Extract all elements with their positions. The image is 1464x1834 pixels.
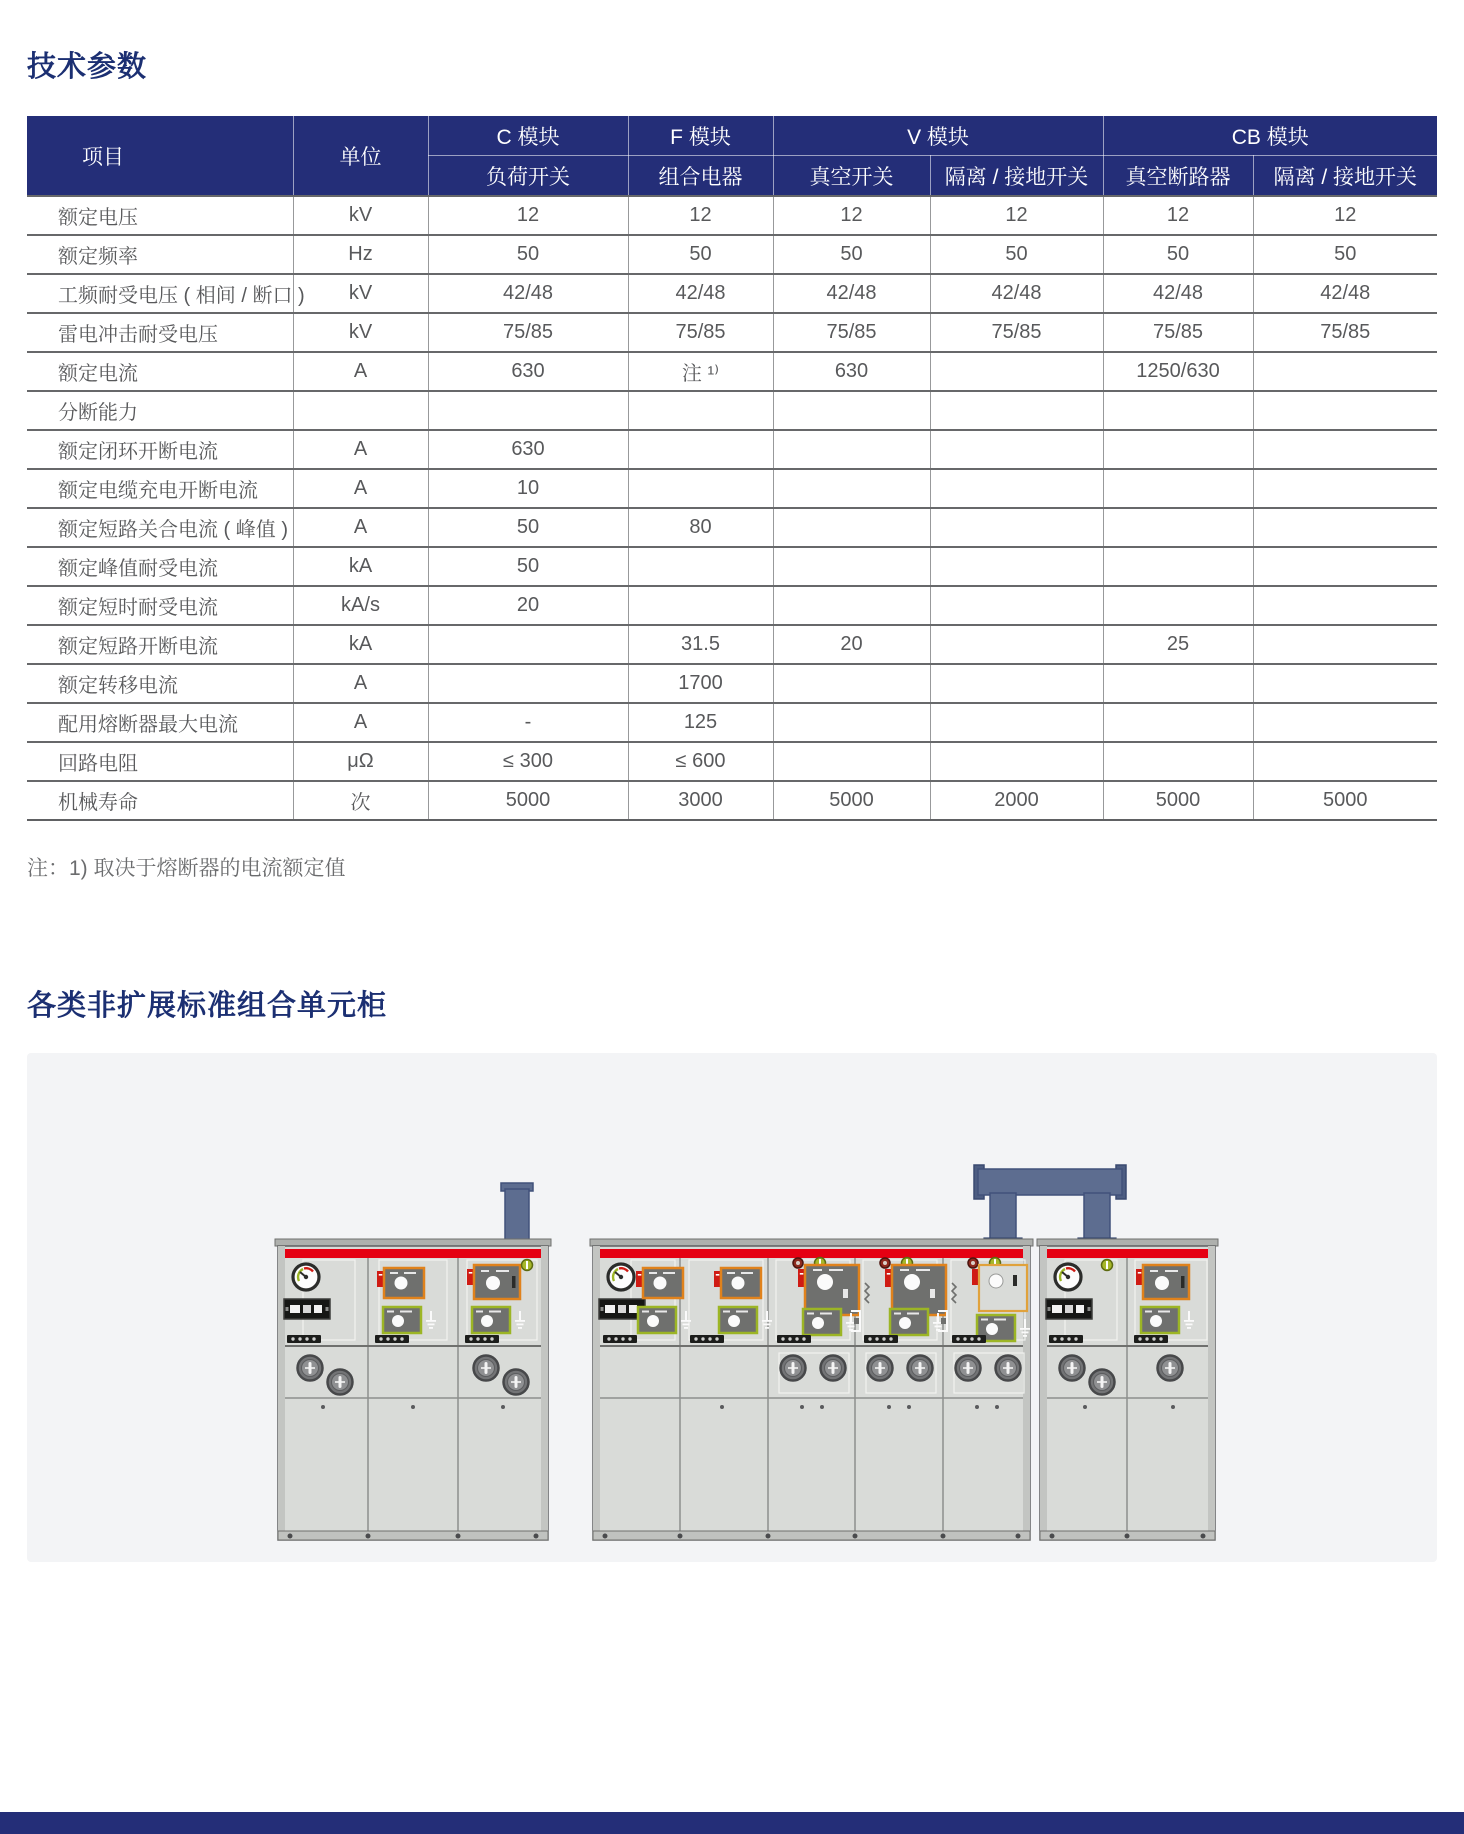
spec-value-cell [773, 508, 930, 547]
spec-value-cell [1253, 547, 1437, 586]
spec-value-cell [1253, 703, 1437, 742]
spec-unit-cell: A [293, 430, 428, 469]
col-group-c-module: C 模块 [428, 116, 628, 156]
spec-value-cell: 75/85 [628, 313, 773, 352]
spec-value-cell [1253, 430, 1437, 469]
spec-value-cell: 50 [428, 235, 628, 274]
subcol-cb-isolating-earthing: 隔离 / 接地开关 [1253, 156, 1437, 197]
spec-value-cell: 42/48 [428, 274, 628, 313]
page-footer-bar [0, 1812, 1464, 1834]
page-title: 技术参数 [27, 51, 148, 83]
spec-item-cell: 额定频率 [27, 235, 293, 274]
spec-item-cell: 额定短时耐受电流 [27, 586, 293, 625]
spec-row [27, 547, 1437, 586]
spec-value-cell: 5000 [773, 781, 930, 820]
spec-value-cell: 12 [930, 196, 1103, 235]
spec-value-cell: - [428, 703, 628, 742]
spec-value-cell: 42/48 [1253, 274, 1437, 313]
spec-value-cell: 12 [1103, 196, 1253, 235]
spec-value-cell [1253, 664, 1437, 703]
spec-row [27, 625, 1437, 664]
spec-row [27, 196, 1437, 235]
footnote: 注：1) 取决于熔断器的电流额定值 [27, 857, 346, 880]
spec-unit-cell: μΩ [293, 742, 428, 781]
spec-value-cell: 42/48 [1103, 274, 1253, 313]
busbar-bridge-icon [974, 1165, 1126, 1247]
spec-item-cell: 机械寿命 [27, 781, 293, 820]
spec-value-cell: 75/85 [1253, 313, 1437, 352]
section-title-cabinets: 各类非扩展标准组合单元柜 [27, 990, 388, 1022]
spec-item-cell: 额定转移电流 [27, 664, 293, 703]
spec-value-cell [773, 391, 930, 430]
spec-value-cell: 75/85 [930, 313, 1103, 352]
spec-value-cell: 3000 [628, 781, 773, 820]
spec-item-cell: 额定闭环开断电流 [27, 430, 293, 469]
cabinet-illustration-panel [27, 1053, 1437, 1562]
spec-value-cell [930, 586, 1103, 625]
subcol-vacuum-switch: 真空开关 [773, 156, 930, 197]
spec-unit-cell: 次 [293, 781, 428, 820]
col-group-v-module: V 模块 [773, 116, 1103, 156]
spec-value-cell [930, 430, 1103, 469]
spec-value-cell: 80 [628, 508, 773, 547]
spec-value-cell [1103, 703, 1253, 742]
spec-value-cell: 42/48 [628, 274, 773, 313]
spec-value-cell: ≤ 300 [428, 742, 628, 781]
spec-item-cell: 雷电冲击耐受电压 [27, 313, 293, 352]
spec-value-cell: 630 [428, 352, 628, 391]
switchgear-illustration [27, 1053, 1437, 1562]
spec-value-cell [1103, 469, 1253, 508]
spec-value-cell: 2000 [930, 781, 1103, 820]
spec-item-cell: 额定峰值耐受电流 [27, 547, 293, 586]
spec-unit-cell: kA [293, 547, 428, 586]
spec-value-cell [1253, 469, 1437, 508]
spec-row [27, 508, 1437, 547]
spec-value-cell: 50 [628, 235, 773, 274]
spec-value-cell [930, 742, 1103, 781]
spec-row [27, 391, 1437, 430]
spec-unit-cell [293, 391, 428, 430]
spec-value-cell: 50 [1103, 235, 1253, 274]
spec-unit-cell: A [293, 469, 428, 508]
spec-value-cell [930, 664, 1103, 703]
spec-unit-cell: kA [293, 625, 428, 664]
spec-value-cell: 1250/630 [1103, 352, 1253, 391]
spec-item-cell: 额定电缆充电开断电流 [27, 469, 293, 508]
spec-value-cell [1253, 742, 1437, 781]
spec-value-cell [1103, 664, 1253, 703]
spec-value-cell [428, 625, 628, 664]
spec-value-cell [1103, 430, 1253, 469]
spec-row [27, 781, 1437, 820]
spec-value-cell [628, 391, 773, 430]
spec-value-cell [628, 469, 773, 508]
spec-value-cell: 50 [773, 235, 930, 274]
spec-value-cell: 25 [1103, 625, 1253, 664]
spec-value-cell: 12 [428, 196, 628, 235]
spec-value-cell [773, 469, 930, 508]
spec-item-cell: 额定短路关合电流 ( 峰值 ) [27, 508, 293, 547]
spec-item-cell: 回路电阻 [27, 742, 293, 781]
spec-item-cell: 配用熔断器最大电流 [27, 703, 293, 742]
vent-pipe-icon [501, 1183, 533, 1247]
spec-item-cell: 额定短路开断电流 [27, 625, 293, 664]
spec-unit-cell: kV [293, 196, 428, 235]
spec-value-cell: ≤ 600 [628, 742, 773, 781]
spec-table-header [27, 116, 1437, 196]
spec-value-cell: 50 [428, 508, 628, 547]
spec-value-cell [930, 469, 1103, 508]
spec-value-cell: 5000 [428, 781, 628, 820]
spec-row [27, 274, 1437, 313]
spec-value-cell: 50 [930, 235, 1103, 274]
spec-value-cell [1103, 586, 1253, 625]
spec-value-cell [628, 586, 773, 625]
spec-value-cell: 20 [428, 586, 628, 625]
header-unit: 单位 [293, 116, 428, 196]
spec-unit-cell: kA/s [293, 586, 428, 625]
spec-value-cell [1103, 508, 1253, 547]
spec-value-cell [1103, 547, 1253, 586]
switchgear-cabinet-right [1037, 1239, 1218, 1540]
spec-value-cell [428, 391, 628, 430]
spec-value-cell [930, 352, 1103, 391]
spec-row [27, 352, 1437, 391]
spec-value-cell: 注 ¹⁾ [628, 352, 773, 391]
spec-value-cell: 10 [428, 469, 628, 508]
spec-value-cell: 20 [773, 625, 930, 664]
subcol-v-isolating-earthing: 隔离 / 接地开关 [930, 156, 1103, 197]
spec-item-cell: 额定电流 [27, 352, 293, 391]
spec-row [27, 430, 1437, 469]
spec-unit-cell: kV [293, 274, 428, 313]
spec-value-cell [1253, 352, 1437, 391]
header-item: 项目 [27, 116, 293, 196]
spec-value-cell: 75/85 [1103, 313, 1253, 352]
spec-value-cell: 5000 [1103, 781, 1253, 820]
spec-value-cell [930, 625, 1103, 664]
spec-row [27, 703, 1437, 742]
spec-value-cell: 12 [1253, 196, 1437, 235]
spec-value-cell: 1700 [628, 664, 773, 703]
spec-value-cell [930, 508, 1103, 547]
spec-row [27, 469, 1437, 508]
spec-value-cell: 42/48 [773, 274, 930, 313]
spec-value-cell: 31.5 [628, 625, 773, 664]
spec-value-cell [773, 547, 930, 586]
spec-value-cell: 75/85 [428, 313, 628, 352]
spec-row [27, 235, 1437, 274]
spec-table-body [27, 196, 1437, 820]
spec-row [27, 742, 1437, 781]
spec-row [27, 586, 1437, 625]
spec-value-cell [628, 547, 773, 586]
spec-unit-cell: kV [293, 313, 428, 352]
spec-unit-cell: A [293, 703, 428, 742]
spec-unit-cell: A [293, 508, 428, 547]
spec-table [27, 116, 1437, 821]
spec-value-cell [930, 547, 1103, 586]
spec-value-cell [1253, 391, 1437, 430]
spec-unit-cell: Hz [293, 235, 428, 274]
spec-value-cell [773, 664, 930, 703]
spec-value-cell: 5000 [1253, 781, 1437, 820]
subcol-combined-apparatus: 组合电器 [628, 156, 773, 197]
spec-value-cell [773, 742, 930, 781]
spec-item-cell: 分断能力 [27, 391, 293, 430]
switchgear-cabinet-left [275, 1239, 551, 1540]
spec-unit-cell: A [293, 664, 428, 703]
spec-row [27, 313, 1437, 352]
spec-value-cell: 12 [773, 196, 930, 235]
spec-item-cell: 工频耐受电压 ( 相间 / 断口 ) [27, 274, 293, 313]
switchgear-cabinet-middle [590, 1239, 1033, 1540]
spec-value-cell [1103, 742, 1253, 781]
spec-value-cell [773, 430, 930, 469]
spec-row [27, 664, 1437, 703]
spec-value-cell [930, 391, 1103, 430]
spec-value-cell [1253, 625, 1437, 664]
spec-value-cell: 50 [428, 547, 628, 586]
subcol-vacuum-breaker: 真空断路器 [1103, 156, 1253, 197]
spec-value-cell: 630 [428, 430, 628, 469]
spec-value-cell [428, 664, 628, 703]
spec-value-cell: 42/48 [930, 274, 1103, 313]
subcol-load-switch: 负荷开关 [428, 156, 628, 197]
col-group-cb-module: CB 模块 [1103, 116, 1437, 156]
spec-value-cell [1253, 586, 1437, 625]
spec-value-cell [773, 703, 930, 742]
spec-value-cell: 12 [628, 196, 773, 235]
spec-value-cell: 75/85 [773, 313, 930, 352]
spec-value-cell: 630 [773, 352, 930, 391]
spec-value-cell: 125 [628, 703, 773, 742]
spec-value-cell: 50 [1253, 235, 1437, 274]
spec-item-cell: 额定电压 [27, 196, 293, 235]
spec-value-cell [1253, 508, 1437, 547]
spec-value-cell [930, 703, 1103, 742]
col-group-f-module: F 模块 [628, 116, 773, 156]
spec-value-cell [1103, 391, 1253, 430]
spec-value-cell [773, 586, 930, 625]
spec-unit-cell: A [293, 352, 428, 391]
spec-value-cell [628, 430, 773, 469]
